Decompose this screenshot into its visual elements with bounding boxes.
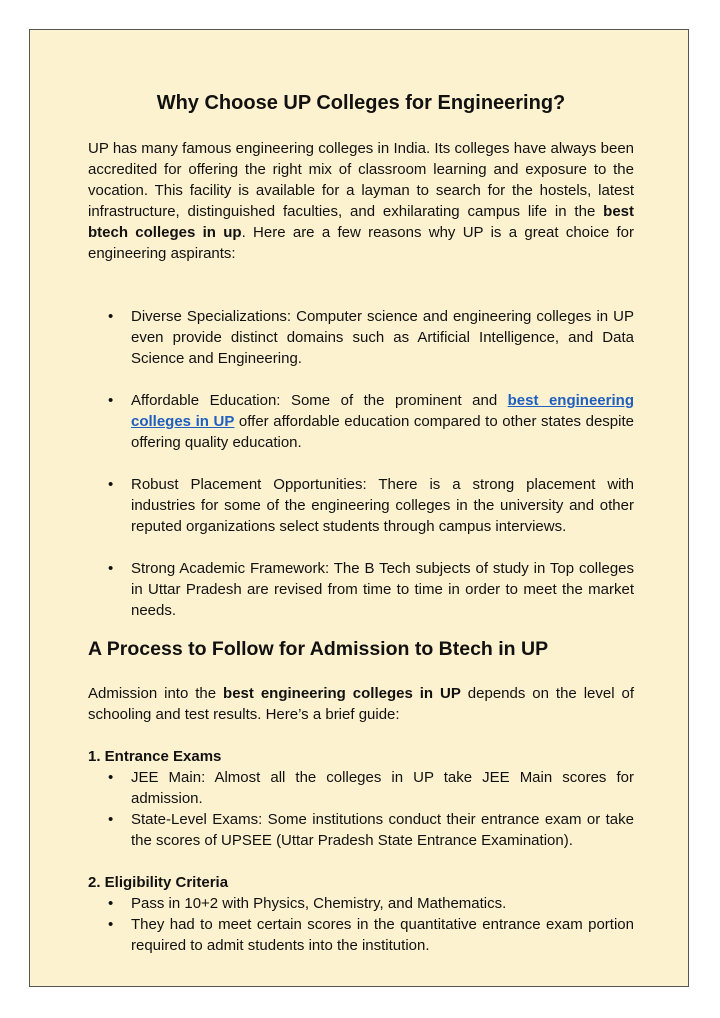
section-heading: A Process to Follow for Admission to Btech in UP [88,638,549,660]
list-item: • They had to meet certain scores in the quantitative entrance exam portion required to admit students into the institution. [88,914,634,956]
best-engineering-colleges-link[interactable]: best engineering colleges in UP [131,392,634,430]
list-item: • Robust Placement Opportunities: There is a strong placement with industries for some of the engineering colleges in the university and other reputed organizations select students through campus interviews. [88,474,634,537]
admission-text-end: depends on the level of schooling and test results. Here’s a brief guide: [88,685,634,723]
admission-paragraph [88,683,634,725]
list-item-text: Affordable Education: Some of the prominent and [131,392,508,409]
entrance-exams-title: 1. Entrance Exams [88,748,222,765]
list-item: • JEE Main: Almost all the colleges in UP take JEE Main scores for admission. [88,767,634,809]
list-item: • Diverse Specializations: Computer science and engineering colleges in UP even provide distinct domains such as Artificial Intelligence, and Data Science and Engineering. [88,306,634,369]
list-item: • State-Level Exams: Some institutions conduct their entrance exam or take the scores of UPSEE (Uttar Pradesh State Entrance Examination). [88,809,634,851]
reasons-list [88,306,634,621]
eligibility-criteria-title: 2. Eligibility Criteria [88,874,229,891]
list-item: • Pass in 10+2 with Physics, Chemistry, and Mathematics. [88,893,634,914]
entrance-exams-list [88,767,634,851]
document-content [88,88,634,956]
list-item [88,390,634,453]
intro-paragraph [88,138,634,264]
intro-bold-keyword: best btech colleges in up [88,203,634,241]
admission-bold-keyword: best engineering colleges in UP [223,685,461,702]
list-item-text-end: offer affordable education compared to other states despite offering quality education. [131,413,634,451]
eligibility-list [88,893,634,956]
page-title: Why Choose UP Colleges for Engineering? [156,92,566,114]
admission-text: Admission into the [88,685,224,702]
intro-text-end: . Here are a few reasons why UP is a great choice for engineering aspirants: [88,224,634,262]
document-page [29,29,689,987]
list-item: • Strong Academic Framework: The B Tech subjects of study in Top colleges in Uttar Pradesh are revised from time to time in order to meet the market needs. [88,558,634,621]
intro-text: UP has many famous engineering colleges in India. Its colleges have always been accredited for offering the right mix of classroom learning and exposure to the vocation. This facility is available for a layman to search for the hostels, latest infrastructure, distinguished faculties, and exhilarating campus life in the [88,140,634,220]
